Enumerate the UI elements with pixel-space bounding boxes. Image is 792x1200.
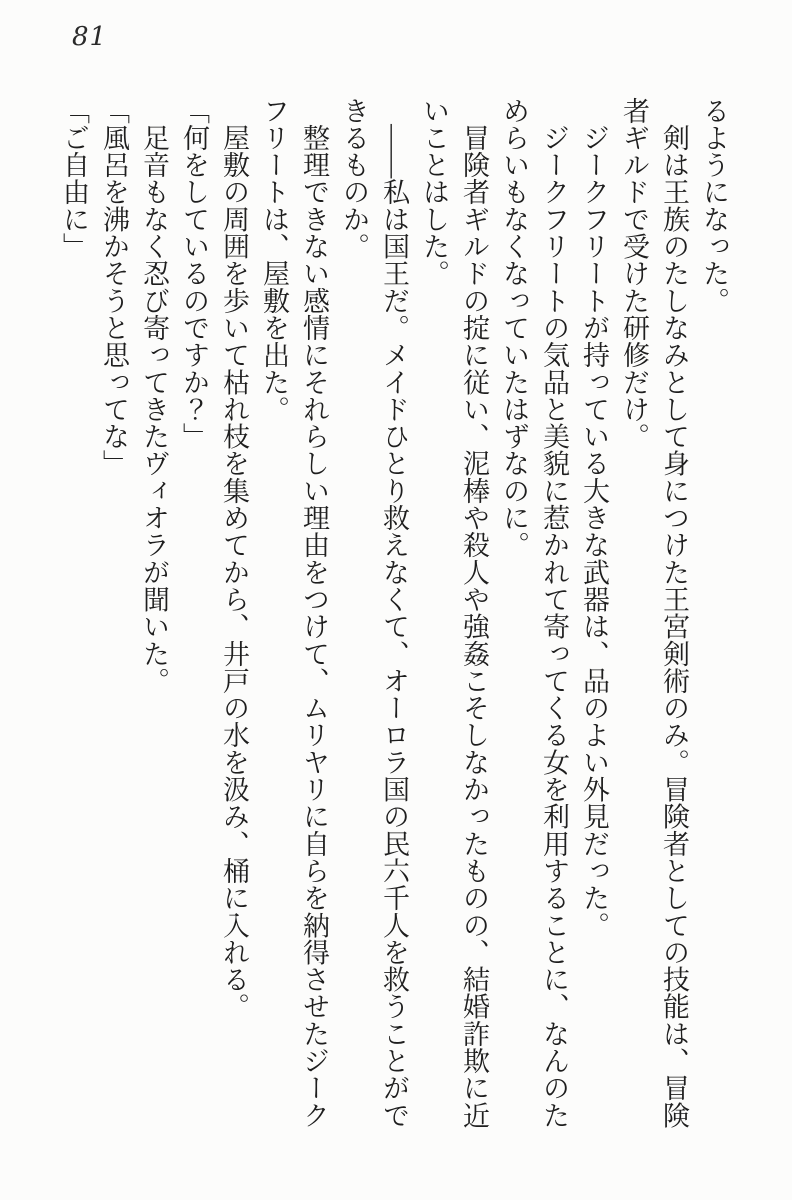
paragraph-dialogue: 「何をしているのですか？」 bbox=[179, 97, 209, 450]
paragraph-dialogue: 「ご自由に」 bbox=[59, 97, 89, 260]
paragraph: 剣は王族のたしなみとして身につけた王宮剣術のみ。冒険者としての技能は、冒険者ギルドで受けた研修だけ。 bbox=[619, 97, 689, 1129]
paragraph: ジークフリートの気品と美貌に惹かれて寄ってくる女を利用することに、なんのためらいもなくなっていたはずなのに。 bbox=[499, 97, 569, 1129]
paragraph: 足音もなく忍び寄ってきたヴィオラが聞いた。 bbox=[139, 97, 169, 695]
paragraph: ――私は国王だ。メイドひとり救えなくて、オーロラ国の民六千人を救うことができるものか。 bbox=[339, 97, 409, 1129]
vertical-text-block bbox=[54, 97, 734, 1131]
paragraph: 整理できない感情にそれらしい理由をつけて、ムリヤリに自らを納得させたジークフリートは、屋敷を出た。 bbox=[259, 97, 329, 1129]
page-number: 81 bbox=[72, 22, 108, 52]
paragraph: ジークフリートが持っている大きな武器は、品のよい外見だった。 bbox=[579, 97, 609, 939]
paragraph-dialogue: 「風呂を沸かそうと思ってな」 bbox=[99, 97, 129, 478]
paragraph: るようになった。 bbox=[699, 97, 729, 315]
paragraph: 冒険者ギルドの掟に従い、泥棒や殺人や強姦こそしなかったものの、結婚詐欺に近いことはした。 bbox=[419, 97, 489, 1129]
paragraph: 屋敷の周囲を歩いて枯れ枝を集めてから、井戸の水を汲み、桶に入れる。 bbox=[219, 97, 249, 1021]
